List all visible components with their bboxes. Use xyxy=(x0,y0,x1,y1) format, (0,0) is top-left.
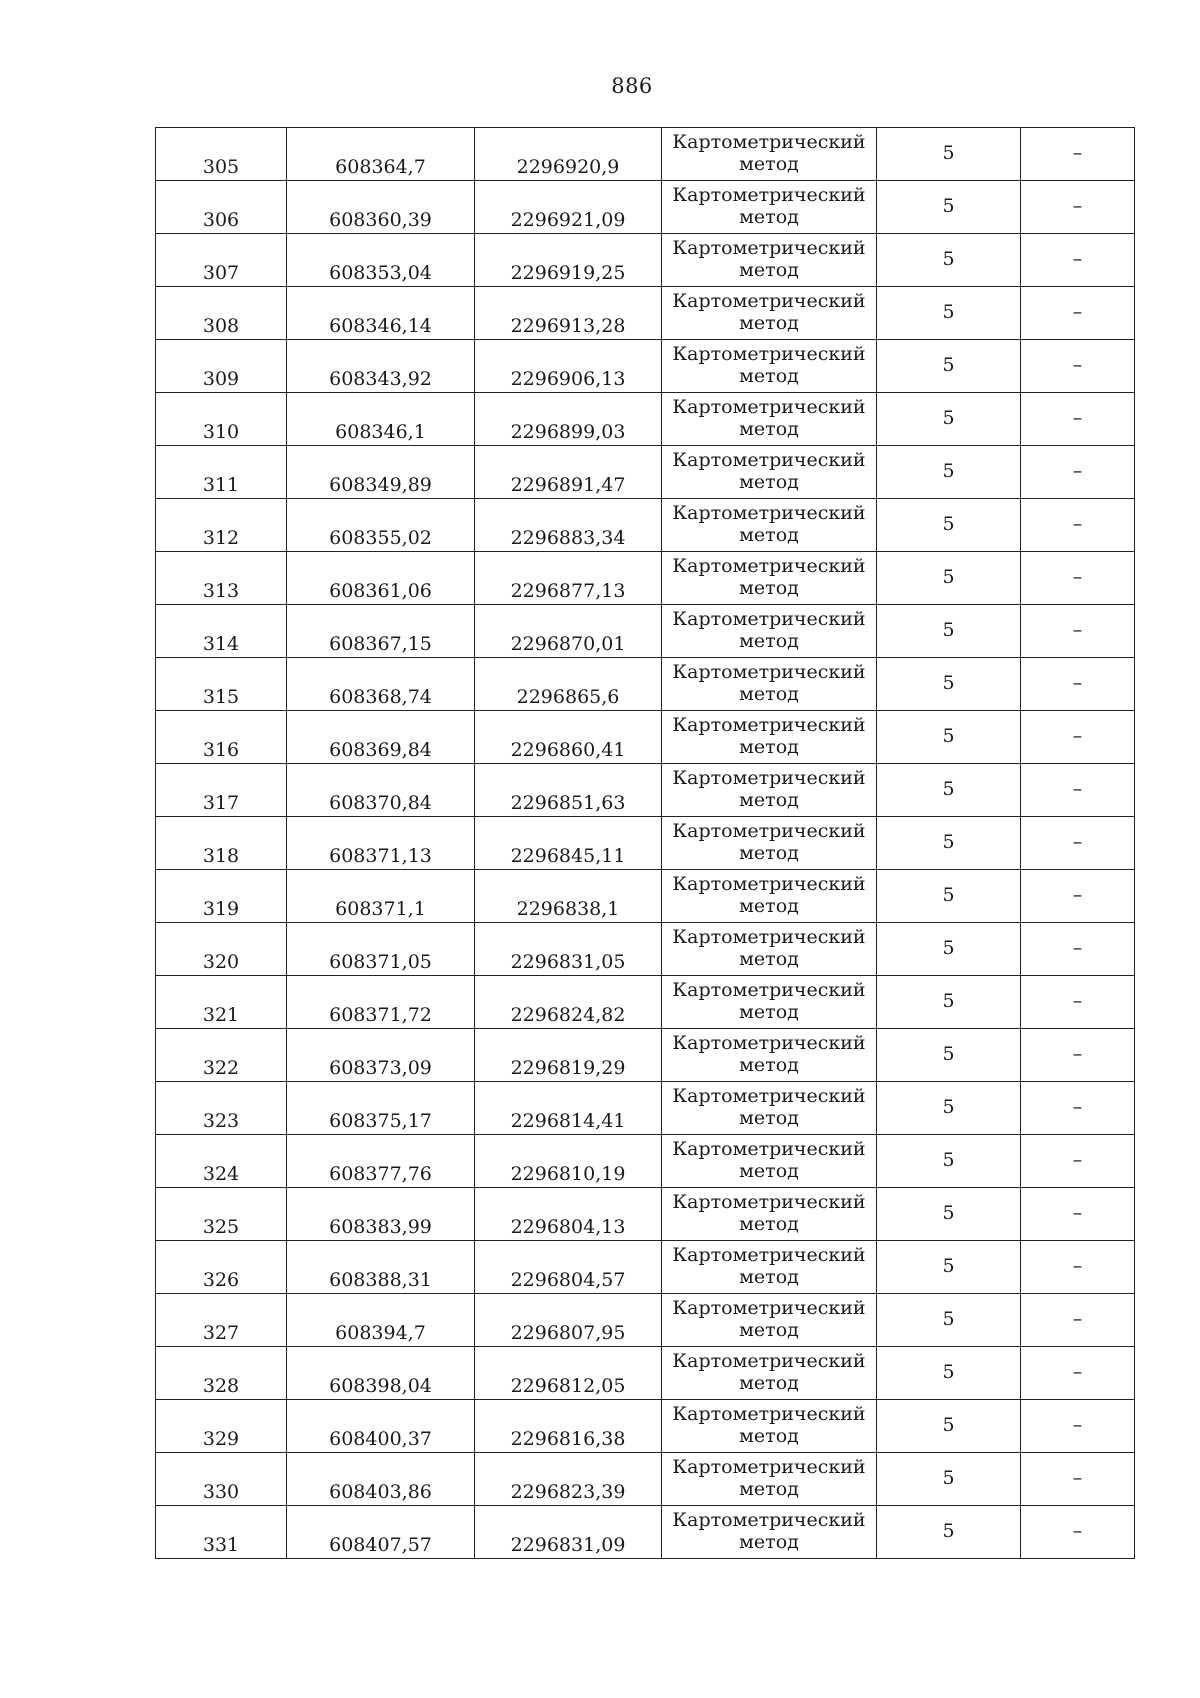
method-cell xyxy=(662,1082,877,1135)
table-row xyxy=(156,1506,1135,1559)
description-cell: – xyxy=(1021,1241,1135,1294)
description-cell: – xyxy=(1021,1294,1135,1347)
description-cell: – xyxy=(1021,1188,1135,1241)
method-line-1: Картометрический xyxy=(672,1509,866,1532)
point-number-cell: 315 xyxy=(156,658,287,711)
y-coordinate-cell: 2296804,57 xyxy=(475,1241,662,1294)
method-line-2: метод xyxy=(739,683,799,705)
method-line-2: метод xyxy=(739,206,799,228)
method-cell xyxy=(662,976,877,1029)
description-cell: – xyxy=(1021,923,1135,976)
table-row xyxy=(156,1082,1135,1135)
method-cell xyxy=(662,552,877,605)
method-cell xyxy=(662,1400,877,1453)
point-number-cell: 326 xyxy=(156,1241,287,1294)
method-line-2: метод xyxy=(739,1372,799,1394)
point-number-cell: 317 xyxy=(156,764,287,817)
table-row xyxy=(156,287,1135,340)
method-line-1: Картометрический xyxy=(672,979,866,1002)
method-line-1: Картометрический xyxy=(672,449,866,472)
method-line-2: метод xyxy=(739,153,799,175)
description-cell: – xyxy=(1021,1082,1135,1135)
table-row xyxy=(156,923,1135,976)
method-line-2: метод xyxy=(739,948,799,970)
y-coordinate-cell: 2296819,29 xyxy=(475,1029,662,1082)
point-number-cell: 325 xyxy=(156,1188,287,1241)
accuracy-cell: 5 xyxy=(877,234,1021,287)
accuracy-cell: 5 xyxy=(877,976,1021,1029)
method-line-1: Картометрический xyxy=(672,184,866,207)
table-row xyxy=(156,1241,1135,1294)
accuracy-cell: 5 xyxy=(877,499,1021,552)
method-line-1: Картометрический xyxy=(672,661,866,684)
y-coordinate-cell: 2296816,38 xyxy=(475,1400,662,1453)
table-row xyxy=(156,499,1135,552)
method-cell xyxy=(662,1135,877,1188)
point-number-cell: 320 xyxy=(156,923,287,976)
accuracy-cell: 5 xyxy=(877,923,1021,976)
y-coordinate-cell: 2296883,34 xyxy=(475,499,662,552)
table-row xyxy=(156,552,1135,605)
method-line-1: Картометрический xyxy=(672,1032,866,1055)
y-coordinate-cell: 2296865,6 xyxy=(475,658,662,711)
description-cell: – xyxy=(1021,499,1135,552)
accuracy-cell: 5 xyxy=(877,1188,1021,1241)
method-line-1: Картометрический xyxy=(672,767,866,790)
method-line-2: метод xyxy=(739,418,799,440)
point-number-cell: 327 xyxy=(156,1294,287,1347)
description-cell: – xyxy=(1021,658,1135,711)
x-coordinate-cell: 608368,74 xyxy=(287,658,475,711)
accuracy-cell: 5 xyxy=(877,128,1021,181)
y-coordinate-cell: 2296831,09 xyxy=(475,1506,662,1559)
x-coordinate-cell: 608371,05 xyxy=(287,923,475,976)
accuracy-cell: 5 xyxy=(877,605,1021,658)
description-cell: – xyxy=(1021,393,1135,446)
point-number-cell: 322 xyxy=(156,1029,287,1082)
x-coordinate-cell: 608346,14 xyxy=(287,287,475,340)
point-number-cell: 306 xyxy=(156,181,287,234)
method-cell xyxy=(662,1453,877,1506)
point-number-cell: 329 xyxy=(156,1400,287,1453)
method-line-1: Картометрический xyxy=(672,555,866,578)
method-cell xyxy=(662,446,877,499)
method-line-1: Картометрический xyxy=(672,1456,866,1479)
accuracy-cell: 5 xyxy=(877,393,1021,446)
method-line-2: метод xyxy=(739,1107,799,1129)
method-line-2: метод xyxy=(739,312,799,334)
coordinates-table xyxy=(155,127,1135,1559)
method-line-1: Картометрический xyxy=(672,237,866,260)
accuracy-cell: 5 xyxy=(877,552,1021,605)
y-coordinate-cell: 2296860,41 xyxy=(475,711,662,764)
x-coordinate-cell: 608394,7 xyxy=(287,1294,475,1347)
method-line-1: Картометрический xyxy=(672,1085,866,1108)
method-line-2: метод xyxy=(739,1425,799,1447)
method-cell xyxy=(662,923,877,976)
description-cell: – xyxy=(1021,1453,1135,1506)
method-line-1: Картометрический xyxy=(672,1244,866,1267)
table-row xyxy=(156,976,1135,1029)
method-cell xyxy=(662,287,877,340)
method-line-2: метод xyxy=(739,365,799,387)
table-row xyxy=(156,234,1135,287)
accuracy-cell: 5 xyxy=(877,764,1021,817)
method-cell xyxy=(662,393,877,446)
y-coordinate-cell: 2296920,9 xyxy=(475,128,662,181)
table-row xyxy=(156,446,1135,499)
point-number-cell: 324 xyxy=(156,1135,287,1188)
description-cell: – xyxy=(1021,181,1135,234)
method-line-2: метод xyxy=(739,524,799,546)
accuracy-cell: 5 xyxy=(877,1082,1021,1135)
accuracy-cell: 5 xyxy=(877,1294,1021,1347)
description-cell: – xyxy=(1021,446,1135,499)
y-coordinate-cell: 2296919,25 xyxy=(475,234,662,287)
y-coordinate-cell: 2296824,82 xyxy=(475,976,662,1029)
method-line-1: Картометрический xyxy=(672,396,866,419)
x-coordinate-cell: 608371,13 xyxy=(287,817,475,870)
x-coordinate-cell: 608400,37 xyxy=(287,1400,475,1453)
method-line-1: Картометрический xyxy=(672,1350,866,1373)
description-cell: – xyxy=(1021,711,1135,764)
x-coordinate-cell: 608370,84 xyxy=(287,764,475,817)
table-row xyxy=(156,658,1135,711)
method-line-1: Картометрический xyxy=(672,290,866,313)
method-cell xyxy=(662,764,877,817)
accuracy-cell: 5 xyxy=(877,1506,1021,1559)
method-line-2: метод xyxy=(739,1001,799,1023)
method-line-2: метод xyxy=(739,789,799,811)
x-coordinate-cell: 608388,31 xyxy=(287,1241,475,1294)
table-row xyxy=(156,817,1135,870)
y-coordinate-cell: 2296906,13 xyxy=(475,340,662,393)
table-row xyxy=(156,1294,1135,1347)
x-coordinate-cell: 608343,92 xyxy=(287,340,475,393)
accuracy-cell: 5 xyxy=(877,1347,1021,1400)
accuracy-cell: 5 xyxy=(877,817,1021,870)
method-line-2: метод xyxy=(739,1478,799,1500)
y-coordinate-cell: 2296921,09 xyxy=(475,181,662,234)
point-number-cell: 331 xyxy=(156,1506,287,1559)
point-number-cell: 305 xyxy=(156,128,287,181)
table-row xyxy=(156,711,1135,764)
point-number-cell: 323 xyxy=(156,1082,287,1135)
point-number-cell: 310 xyxy=(156,393,287,446)
method-line-1: Картометрический xyxy=(672,714,866,737)
method-line-2: метод xyxy=(739,577,799,599)
method-cell xyxy=(662,181,877,234)
point-number-cell: 311 xyxy=(156,446,287,499)
method-line-2: метод xyxy=(739,1319,799,1341)
method-line-1: Картометрический xyxy=(672,926,866,949)
point-number-cell: 318 xyxy=(156,817,287,870)
method-line-2: метод xyxy=(739,1531,799,1553)
point-number-cell: 314 xyxy=(156,605,287,658)
point-number-cell: 309 xyxy=(156,340,287,393)
accuracy-cell: 5 xyxy=(877,1135,1021,1188)
x-coordinate-cell: 608375,17 xyxy=(287,1082,475,1135)
method-cell xyxy=(662,711,877,764)
accuracy-cell: 5 xyxy=(877,1453,1021,1506)
table-row xyxy=(156,340,1135,393)
description-cell: – xyxy=(1021,340,1135,393)
description-cell: – xyxy=(1021,1135,1135,1188)
y-coordinate-cell: 2296831,05 xyxy=(475,923,662,976)
description-cell: – xyxy=(1021,234,1135,287)
accuracy-cell: 5 xyxy=(877,340,1021,393)
x-coordinate-cell: 608364,7 xyxy=(287,128,475,181)
method-cell xyxy=(662,234,877,287)
description-cell: – xyxy=(1021,1400,1135,1453)
method-line-1: Картометрический xyxy=(672,820,866,843)
description-cell: – xyxy=(1021,870,1135,923)
coordinates-table-body xyxy=(156,128,1135,1559)
y-coordinate-cell: 2296891,47 xyxy=(475,446,662,499)
description-cell: – xyxy=(1021,287,1135,340)
accuracy-cell: 5 xyxy=(877,1029,1021,1082)
accuracy-cell: 5 xyxy=(877,181,1021,234)
method-line-1: Картометрический xyxy=(672,502,866,525)
description-cell: – xyxy=(1021,817,1135,870)
y-coordinate-cell: 2296804,13 xyxy=(475,1188,662,1241)
accuracy-cell: 5 xyxy=(877,870,1021,923)
y-coordinate-cell: 2296810,19 xyxy=(475,1135,662,1188)
point-number-cell: 312 xyxy=(156,499,287,552)
method-cell xyxy=(662,1188,877,1241)
description-cell: – xyxy=(1021,552,1135,605)
table-row xyxy=(156,181,1135,234)
y-coordinate-cell: 2296812,05 xyxy=(475,1347,662,1400)
y-coordinate-cell: 2296899,03 xyxy=(475,393,662,446)
x-coordinate-cell: 608398,04 xyxy=(287,1347,475,1400)
method-line-1: Картометрический xyxy=(672,608,866,631)
table-row xyxy=(156,1453,1135,1506)
x-coordinate-cell: 608373,09 xyxy=(287,1029,475,1082)
x-coordinate-cell: 608367,15 xyxy=(287,605,475,658)
table-row xyxy=(156,605,1135,658)
method-line-1: Картометрический xyxy=(672,343,866,366)
y-coordinate-cell: 2296814,41 xyxy=(475,1082,662,1135)
x-coordinate-cell: 608361,06 xyxy=(287,552,475,605)
method-line-2: метод xyxy=(739,471,799,493)
table-row xyxy=(156,764,1135,817)
description-cell: – xyxy=(1021,1029,1135,1082)
table-row xyxy=(156,870,1135,923)
y-coordinate-cell: 2296823,39 xyxy=(475,1453,662,1506)
method-line-2: метод xyxy=(739,1160,799,1182)
method-cell xyxy=(662,1506,877,1559)
y-coordinate-cell: 2296845,11 xyxy=(475,817,662,870)
method-line-2: метод xyxy=(739,1213,799,1235)
x-coordinate-cell: 608355,02 xyxy=(287,499,475,552)
accuracy-cell: 5 xyxy=(877,1241,1021,1294)
description-cell: – xyxy=(1021,764,1135,817)
method-line-1: Картометрический xyxy=(672,1138,866,1161)
x-coordinate-cell: 608377,76 xyxy=(287,1135,475,1188)
description-cell: – xyxy=(1021,1347,1135,1400)
x-coordinate-cell: 608353,04 xyxy=(287,234,475,287)
method-line-1: Картометрический xyxy=(672,1297,866,1320)
method-line-1: Картометрический xyxy=(672,873,866,896)
point-number-cell: 321 xyxy=(156,976,287,1029)
y-coordinate-cell: 2296851,63 xyxy=(475,764,662,817)
method-line-1: Картометрический xyxy=(672,1403,866,1426)
method-cell xyxy=(662,870,877,923)
method-cell xyxy=(662,128,877,181)
method-cell xyxy=(662,1294,877,1347)
method-line-2: метод xyxy=(739,1266,799,1288)
y-coordinate-cell: 2296877,13 xyxy=(475,552,662,605)
y-coordinate-cell: 2296838,1 xyxy=(475,870,662,923)
method-cell xyxy=(662,605,877,658)
method-line-2: метод xyxy=(739,736,799,758)
method-cell xyxy=(662,1347,877,1400)
y-coordinate-cell: 2296913,28 xyxy=(475,287,662,340)
description-cell: – xyxy=(1021,605,1135,658)
method-line-2: метод xyxy=(739,630,799,652)
method-line-1: Картометрический xyxy=(672,1191,866,1214)
method-cell xyxy=(662,340,877,393)
accuracy-cell: 5 xyxy=(877,446,1021,499)
method-line-2: метод xyxy=(739,1054,799,1076)
method-cell xyxy=(662,817,877,870)
y-coordinate-cell: 2296870,01 xyxy=(475,605,662,658)
x-coordinate-cell: 608403,86 xyxy=(287,1453,475,1506)
point-number-cell: 328 xyxy=(156,1347,287,1400)
x-coordinate-cell: 608346,1 xyxy=(287,393,475,446)
method-cell xyxy=(662,658,877,711)
point-number-cell: 316 xyxy=(156,711,287,764)
page-number: 886 xyxy=(611,74,653,98)
table-row xyxy=(156,128,1135,181)
table-row xyxy=(156,1188,1135,1241)
x-coordinate-cell: 608349,89 xyxy=(287,446,475,499)
method-cell xyxy=(662,1029,877,1082)
x-coordinate-cell: 608371,72 xyxy=(287,976,475,1029)
x-coordinate-cell: 608383,99 xyxy=(287,1188,475,1241)
method-line-1: Картометрический xyxy=(672,131,866,154)
point-number-cell: 313 xyxy=(156,552,287,605)
x-coordinate-cell: 608360,39 xyxy=(287,181,475,234)
description-cell: – xyxy=(1021,1506,1135,1559)
point-number-cell: 330 xyxy=(156,1453,287,1506)
table-row xyxy=(156,1400,1135,1453)
accuracy-cell: 5 xyxy=(877,711,1021,764)
method-line-2: метод xyxy=(739,895,799,917)
accuracy-cell: 5 xyxy=(877,658,1021,711)
method-line-2: метод xyxy=(739,842,799,864)
accuracy-cell: 5 xyxy=(877,287,1021,340)
point-number-cell: 319 xyxy=(156,870,287,923)
table-row xyxy=(156,393,1135,446)
point-number-cell: 307 xyxy=(156,234,287,287)
point-number-cell: 308 xyxy=(156,287,287,340)
accuracy-cell: 5 xyxy=(877,1400,1021,1453)
x-coordinate-cell: 608369,84 xyxy=(287,711,475,764)
method-cell xyxy=(662,1241,877,1294)
method-cell xyxy=(662,499,877,552)
y-coordinate-cell: 2296807,95 xyxy=(475,1294,662,1347)
x-coordinate-cell: 608407,57 xyxy=(287,1506,475,1559)
description-cell: – xyxy=(1021,128,1135,181)
table-row xyxy=(156,1029,1135,1082)
description-cell: – xyxy=(1021,976,1135,1029)
table-row xyxy=(156,1135,1135,1188)
table-row xyxy=(156,1347,1135,1400)
method-line-2: метод xyxy=(739,259,799,281)
x-coordinate-cell: 608371,1 xyxy=(287,870,475,923)
